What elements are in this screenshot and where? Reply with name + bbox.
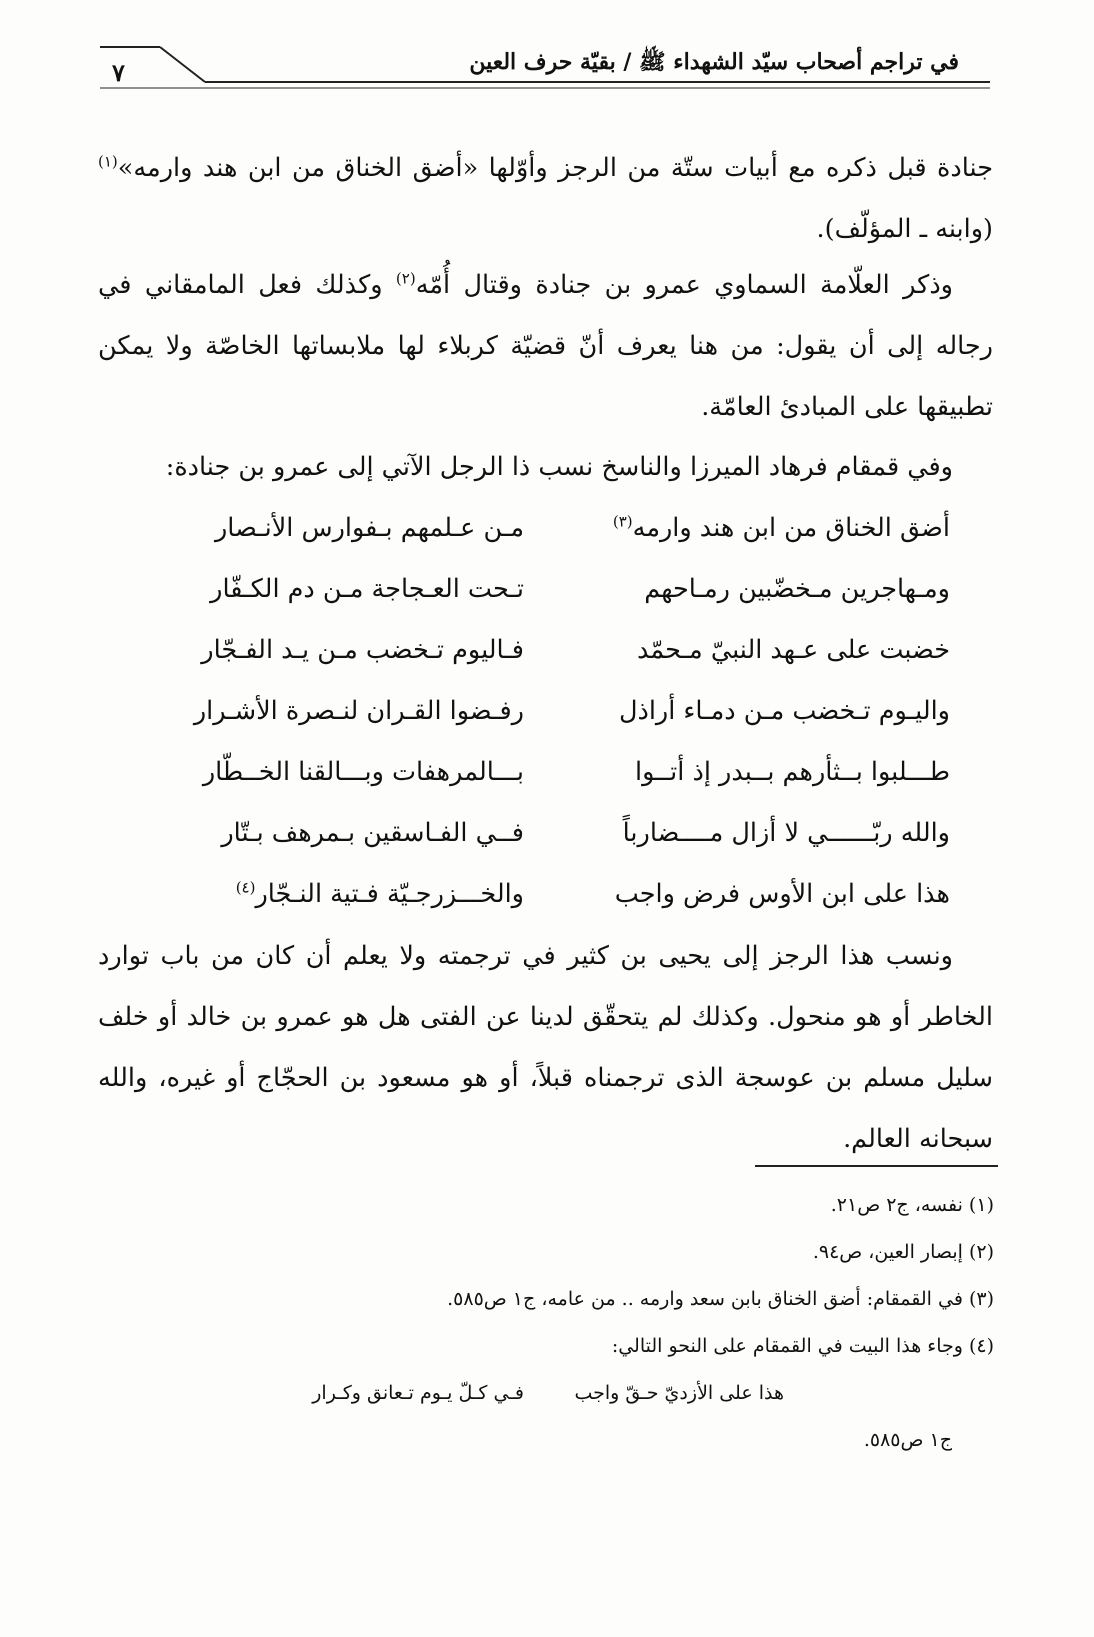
poem-verse: والله ربّــــــي لا أزال مــــضارباً فــي الفـاسقين بـمرهف بـتّار	[221, 817, 950, 848]
footnote-ref-4[interactable]: (٤)	[235, 878, 256, 896]
footnote-ref-2[interactable]: (٢)	[395, 269, 416, 288]
poem-verse: هذا على ابن الأوس فرض واجب والخـــزرجـيّة فـتية النـجّار$^{(٤)}$	[235, 878, 950, 909]
footnote-ref-1[interactable]: (١)	[98, 152, 118, 171]
paragraph-4: ونسب هذا الرجز إلى يحيى بن كثير في ترجمته ولا يعلم أن كان من باب توارد الخاطر أو هو منحول. وكذلك لم يتحقّق لدينا عن الفتى هل هو عمرو بن خالد أو خلف سليل مسلم بن عوسجة الذى ترجمناه قبلاً، أو هو مسعود بن الحجّاج أو غيره، والله سبحانه العالم.	[98, 941, 993, 1154]
poem	[120, 497, 980, 924]
footnote-4-verse: هذا على الأزديّ حـقّ واجب فـي كـلّ يـوم تـعانق وكـرار	[312, 1382, 784, 1404]
poem-verse: خضبت على عـهد النبيّ مـحمّد فـاليوم تـخضب مـن يـد الفـجّار	[201, 634, 950, 665]
page-number: ٧	[112, 58, 125, 87]
poem-verse: طـــلبوا بــثأرهم بــبدر إذ أتــوا بـــالمرهفات وبـــالقنا الخــطّار	[202, 756, 950, 787]
paragraph-1: جنادة قبل ذكره مع أبيات ستّة من الرجز وأوّلها «أضق الخناق من ابن هند وارمه»$^{(١)}$ (وابنه ـ المؤلّف).	[98, 152, 993, 244]
paragraph-3: وفي قمقام فرهاد الميرزا والناسخ نسب ذا الرجل الآتي إلى عمرو بن جنادة:	[165, 452, 953, 482]
poem-verse: أضق الخناق من ابن هند وارمه$^{(٣)}$ مـن عـلمهم بـفوارس الأنـصار	[214, 512, 950, 543]
footnote-3: (٣) في القمقام: أضق الخناق بابن سعد وارمه .. من عامه، ج١ ص٥٨٥.	[447, 1288, 994, 1310]
poem-verse: واليـوم تـخضب مـن دمـاء أراذل رفـضوا القـران لنـصرة الأشـرار	[193, 695, 950, 726]
footnote-4: (٤) وجاء هذا البيت في القمقام على النحو التالي:	[611, 1335, 994, 1357]
paragraph-2: وذكر العلّامة السماوي عمرو بن جنادة وقتال أُمّه$^{(٢)}$ وكذلك فعل المامقاني في رجاله إلى أن يقول: من هنا يعرف أنّ قضيّة كربلاء لها ملابساتها الخاصّة ولا يمكن تطبيقها على المبادئ العامّة.	[98, 269, 993, 422]
footnote-1: (١) نفسه، ج٢ ص٢١.	[830, 1194, 994, 1216]
poem-verse: ومـهاجرين مـخضّبين رمـاحهم تـحت العـجاجة مـن دم الكـفّار	[210, 573, 950, 604]
footnote-2: (٢) إبصار العين، ص٩٤.	[812, 1241, 994, 1263]
footnote-ref-3[interactable]: (٣)	[612, 512, 633, 530]
footnotes	[94, 1182, 994, 1464]
footnote-4-reference: ج١ ص٥٨٥.	[863, 1429, 952, 1451]
running-header: في تراجم أصحاب سيّد الشهداء ﷺ / بقيّة حرف العين	[469, 49, 959, 75]
footnote-separator	[755, 1165, 998, 1167]
